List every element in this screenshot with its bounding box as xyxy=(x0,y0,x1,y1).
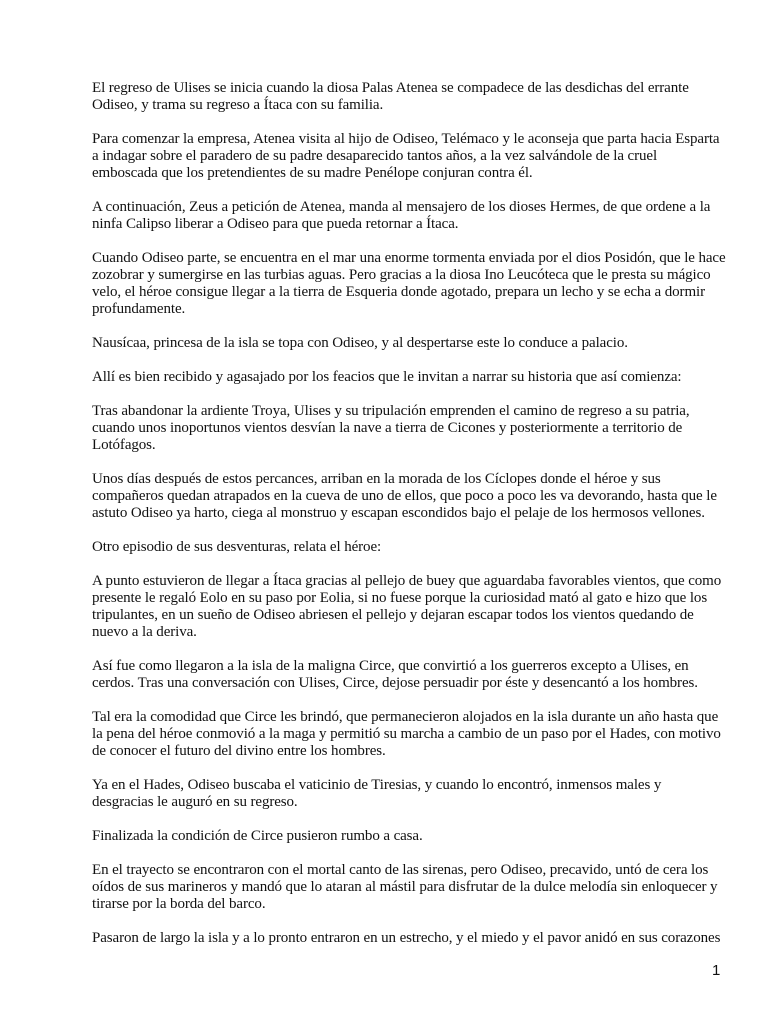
paragraph: Pasaron de largo la isla y a lo pronto entraron en un estrecho, y el miedo y el pavor anidó en sus corazones xyxy=(92,930,721,946)
paragraph: Así fue como llegaron a la isla de la maligna Circe, que convirtió a los guerreros excepto a Ulises, en cerdos. Tras una conversación con Ulises, Circe, dejose persuadir por éste y desencantó a los hombres. xyxy=(92,658,698,691)
paragraph: Para comenzar la empresa, Atenea visita al hijo de Odiseo, Telémaco y le aconseja que parta hacia Esparta a indagar sobre el paradero de su padre desaparecido tantos años, a la vez salvándole de la cruel emboscada que los pretendientes de su madre Penélope conjuran contra él. xyxy=(92,131,720,181)
page-number: 1 xyxy=(712,962,721,979)
document-body xyxy=(92,80,726,964)
paragraph: Cuando Odiseo parte, se encuentra en el mar una enorme tormenta enviada por el dios Posidón, que le hace zozobrar y sumergirse en las turbias aguas. Pero gracias a la diosa Ino Leucóteca que le presta su mágico velo, el héroe consigue llegar a la tierra de Esqueria donde agotado, prepara un lecho y se echa a dormir profundamente. xyxy=(92,250,726,317)
paragraph: Nausícaa, princesa de la isla se topa con Odiseo, y al despertarse este lo conduce a palacio. xyxy=(92,335,628,351)
paragraph: Allí es bien recibido y agasajado por los feacios que le invitan a narrar su historia que así comienza: xyxy=(92,369,682,385)
paragraph: Otro episodio de sus desventuras, relata el héroe: xyxy=(92,539,382,555)
paragraph: En el trayecto se encontraron con el mortal canto de las sirenas, pero Odiseo, precavido, untó de cera los oídos de sus marineros y mandó que lo ataran al mástil para disfrutar de la dulce melodía sin enloquecer y tirarse por la borda del barco. xyxy=(92,862,718,912)
paragraph: Finalizada la condición de Circe pusieron rumbo a casa. xyxy=(92,828,423,844)
paragraph: Tal era la comodidad que Circe les brindó, que permanecieron alojados en la isla durante un año hasta que la pena del héroe conmovió a la maga y permitió su marcha a cambio de un paso por el Hades, con motivo de conocer el futuro del divino entre los hombres. xyxy=(92,709,721,759)
paragraph: El regreso de Ulises se inicia cuando la diosa Palas Atenea se compadece de las desdichas del errante Odiseo, y trama su regreso a Ítaca con su familia. xyxy=(92,80,689,113)
paragraph: A punto estuvieron de llegar a Ítaca gracias al pellejo de buey que aguardaba favorables vientos, que como presente le regaló Eolo en su paso por Eolia, si no fuese porque la curiosidad mató al gato e hizo que los tripulantes, en un sueño de Odiseo abriesen el pellejo y dejaran escapar todos los vientos quedando de nuevo a la deriva. xyxy=(92,573,722,640)
paragraph: Tras abandonar la ardiente Troya, Ulises y su tripulación emprenden el camino de regreso a su patria, cuando unos inoportunos vientos desvían la nave a tierra de Cicones y posteriormente a territorio de Lotófagos. xyxy=(92,403,690,453)
paragraph: A continuación, Zeus a petición de Atenea, manda al mensajero de los dioses Hermes, de que ordene a la ninfa Calipso liberar a Odiseo para que pueda retornar a Ítaca. xyxy=(92,199,711,232)
paragraph: Ya en el Hades, Odiseo buscaba el vaticinio de Tiresias, y cuando lo encontró, inmensos males y desgracias le auguró en su regreso. xyxy=(92,777,662,810)
paragraph: Unos días después de estos percances, arriban en la morada de los Cíclopes donde el héroe y sus compañeros quedan atrapados en la cueva de uno de ellos, que poco a poco les va devorando, hasta que le astuto Odiseo ya harto, ciega al monstruo y escapan escondidos bajo el pelaje de los hermosos vellones. xyxy=(92,471,717,521)
